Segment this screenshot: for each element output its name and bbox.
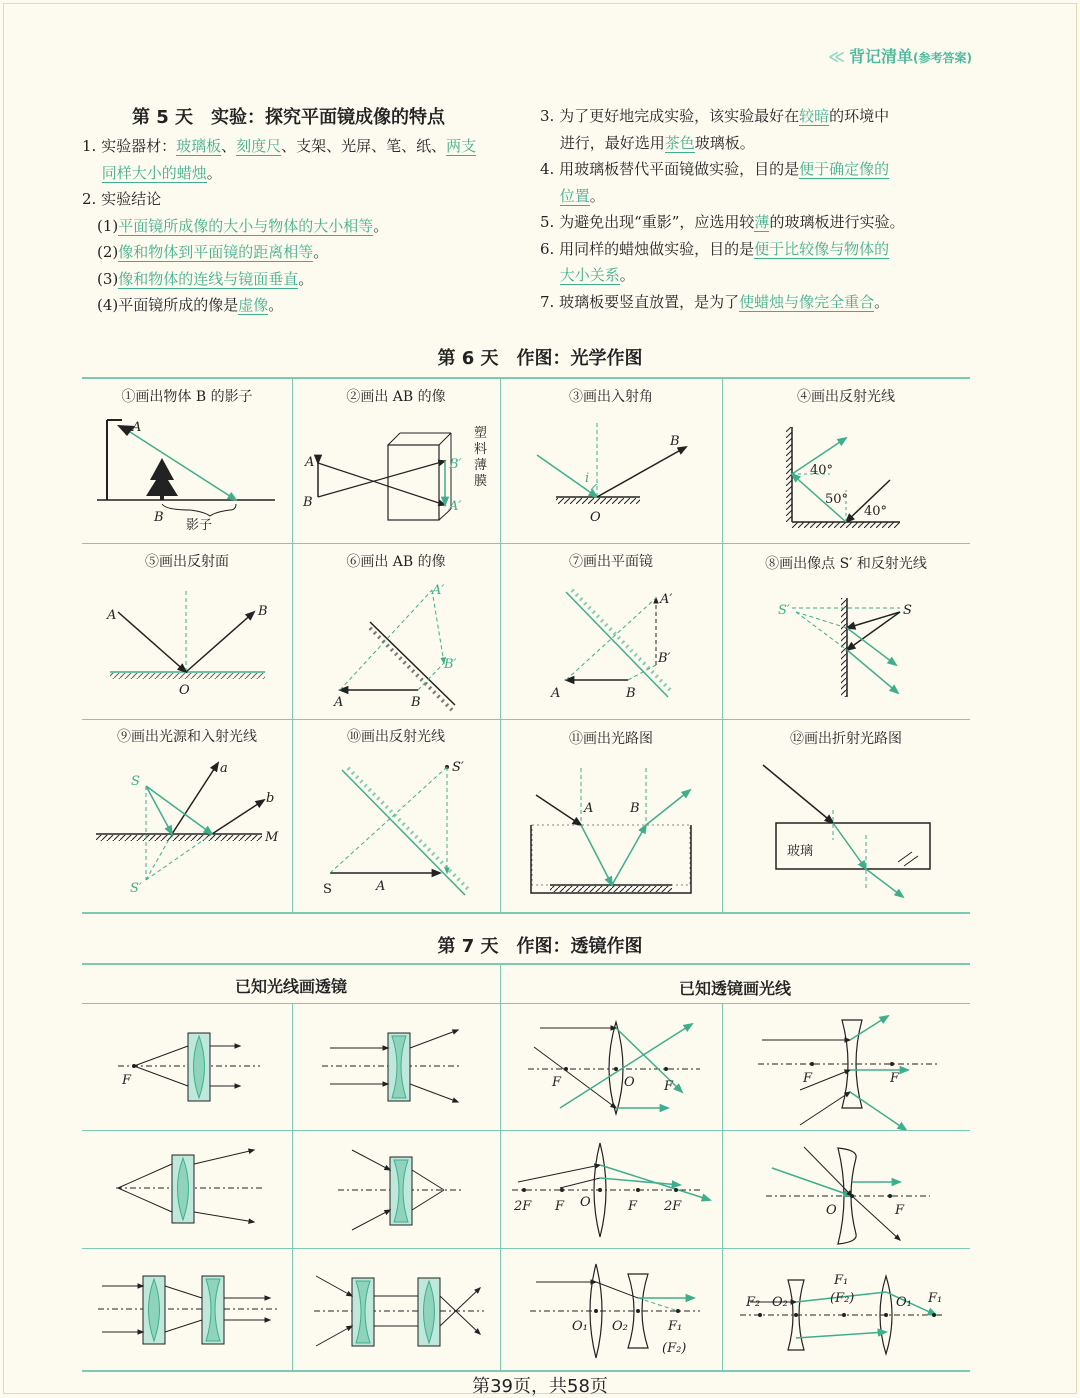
rule [82,1248,970,1249]
glass-label: 玻璃 [787,844,814,859]
svg-text:A′: A′ [660,592,673,607]
diagram-corner-mirror [786,427,900,528]
answer-text: 便于比较像与物体的 [754,239,890,258]
label-2f-left: 2F [514,1199,532,1214]
svg-text:A: A [584,801,594,816]
day6-title: 第 6 天 作图：光学作图 [437,348,643,369]
svg-text:B: B [154,510,164,525]
diagram-refraction [763,765,930,897]
cell-label-7: ⑦画出平面镜 [569,554,653,570]
svg-text:A′: A′ [432,583,445,598]
lens-head-right: 已知透镜画光线 [678,979,791,998]
svg-text:A: A [107,608,117,623]
answer-text: 玻璃板 [176,137,222,155]
svg-text:F: F [555,1199,565,1214]
statement-text: 5. 为避免出现“重影”，应选用较 [540,213,755,231]
answer-text: 虚像 [238,296,269,314]
diagram-reflected-ray [323,760,469,897]
svg-text:S′: S′ [452,760,464,775]
rule [722,1004,723,1370]
diagram-reflection-surface [106,590,268,698]
statement-text: 2. 实验结论 [82,190,162,208]
statement-text: 4. 用玻璃板替代平面镜做实验，目的是 [540,160,800,178]
svg-text:A: A [132,420,142,435]
svg-text:A: A [551,686,561,701]
statement-text: 3. 为了更好地完成实验，该实验最好在 [540,107,800,125]
label-o1-b: O₁ [896,1295,912,1310]
page-footer: 第39页，共58页 [472,1376,608,1397]
svg-text:B: B [411,695,421,710]
svg-text:A: A [376,879,386,894]
statement-text: 、 [221,137,237,155]
cell-label-6: ⑥画出 AB 的像 [346,554,446,570]
svg-text:F: F [122,1073,132,1088]
svg-text:B: B [626,686,636,701]
svg-text:F: F [895,1203,905,1218]
diagram-film [302,426,487,520]
statement-text: (2) [82,243,119,261]
answer-text: 平面镜所成像的大小与物体的大小相等 [118,216,374,235]
rule [500,965,501,1370]
svg-text:B′: B′ [449,457,462,472]
statement-text: (1) [82,216,119,235]
svg-text:O: O [179,683,190,698]
lens-head-left: 已知光线画透镜 [234,977,347,996]
answer-text: 便于确定像的 [799,160,890,178]
svg-text:F: F [628,1199,638,1214]
statement-text: 。 [313,243,329,261]
svg-text:S: S [323,882,332,897]
diagram-shadow [97,420,275,533]
statement-text: 。 [874,292,890,311]
rule [82,963,970,965]
svg-text:B: B [303,495,313,510]
film-char-2: 料 [474,442,488,457]
cell-label-3: ③画出入射角 [569,389,653,405]
cell-label-2: ②画出 AB 的像 [346,389,446,405]
header-paren: (参考答案) [913,51,972,65]
answer-text: 像和物体的连线与镜面垂直 [118,269,299,288]
svg-text:B: B [670,434,680,449]
svg-text:b: b [266,791,275,806]
answer-text: 茶色 [664,133,695,152]
answer-text: 使蜡烛与像完全重合 [739,292,875,311]
svg-text:O: O [580,1195,591,1210]
rule [292,1004,293,1370]
statement-text: 的玻璃板进行实验。 [769,213,905,231]
film-char-3: 薄 [474,458,488,473]
svg-text:B: B [630,801,640,816]
svg-text:B′: B′ [444,657,457,672]
shadow-label: 影子 [186,518,213,533]
statement-text: 的环境中 [829,107,890,125]
rule [82,1130,970,1131]
statement-text: 6. 用同样的蜡烛做实验，目的是 [540,239,755,258]
label-f1-b: F₁ [834,1273,849,1288]
label-o2-a: O₂ [612,1319,628,1334]
statement-text: 7. 玻璃板要竖直放置，是为了 [540,292,740,311]
film-char-1: 塑 [474,426,488,441]
svg-text:A: A [334,695,344,710]
svg-text:F: F [552,1075,562,1090]
cell-label-10: ⑩画出反射光线 [347,729,445,745]
statement-text: 。 [206,163,222,182]
answer-text: 同样大小的蜡烛 [101,163,207,182]
statement-text: 玻璃板。 [694,133,755,152]
svg-text:a: a [220,761,228,776]
film-char-4: 膜 [474,474,488,489]
svg-text:2F: 2F [664,1199,682,1214]
header-title: 背记清单 [849,47,914,66]
svg-text:F: F [890,1071,900,1086]
rule [82,1003,970,1004]
svg-text:F: F [664,1079,674,1094]
label-f2-paren-b: (F₂) [830,1291,855,1306]
svg-text:O: O [590,510,601,525]
day7-title: 第 7 天 作图：透镜作图 [437,936,643,957]
angle-40-top: 40° [810,463,834,478]
cell-label-4: ④画出反射光线 [797,389,895,405]
answer-text: 大小关系 [559,266,620,284]
answer-text: 刻度尺 [236,137,282,155]
svg-text:A′: A′ [449,499,462,514]
svg-text:B′: B′ [658,651,671,666]
svg-text:S: S [903,603,912,618]
statement-text: 。 [268,296,284,314]
cell-label-8: ⑧画出像点 S′ 和反射光线 [765,556,927,572]
answer-text: 较暗 [799,107,830,125]
cell-label-12: ⑫画出折射光路图 [790,731,902,747]
cell-label-5: ⑤画出反射面 [145,554,229,570]
statement-text: 。 [589,186,605,205]
statement-text: 。 [619,266,635,284]
statement-text: (4)平面镜所成的像是 [82,296,239,314]
answer-text: 像和物体到平面镜的距离相等 [118,243,314,261]
diagram-water-container [531,768,691,893]
statement-text: (3) [82,269,119,288]
svg-text:M: M [265,830,279,845]
angle-50: 50° [825,492,849,507]
diagram-light-source [96,761,279,896]
svg-text:S′: S′ [778,603,790,618]
chevron-icon: ≪ [828,47,845,66]
day5-title: 第 5 天 实验：探究平面镜成像的特点 [132,107,446,128]
svg-text:B: B [258,604,268,619]
svg-text:S: S [131,774,140,789]
label-o2-b: O₂ [772,1295,788,1310]
svg-text:O: O [826,1203,837,1218]
answer-text: 位置 [559,186,590,205]
label-o1-a: O₁ [572,1319,588,1334]
diagram-find-mirror [550,590,672,701]
statement-text: 1. 实验器材： [82,137,177,155]
angle-40-bottom: 40° [864,504,888,519]
svg-text:O: O [624,1075,635,1090]
svg-text:A: A [305,455,315,470]
svg-text:S′: S′ [130,881,142,896]
day7-lens-diagrams [98,1016,944,1358]
statement-text: 。 [373,216,389,235]
cell-label-9: ⑨画出光源和入射光线 [117,729,257,745]
cell-label-11: ⑪画出光路图 [569,731,653,747]
diagram-inclined-mirror [333,583,457,710]
label-f2-paren-a: (F₂) [662,1341,687,1356]
statement-text: 、支架、光屏、笔、纸、 [281,137,447,155]
label-f2-b: F₂ [746,1295,761,1310]
diagram-image-point [778,598,912,697]
svg-text:F: F [803,1071,813,1086]
label-f1-c: F₁ [928,1291,943,1306]
answer-text: 薄 [754,213,770,231]
diagram-incidence [537,422,686,525]
answer-text: 两支 [446,137,477,155]
svg-text:i: i [585,471,590,486]
cell-label-1: ①画出物体 B 的影子 [121,389,253,405]
statement-text: 。 [298,269,314,288]
label-f1-a: F₁ [668,1319,683,1334]
statement-text: 进行，最好选用 [540,133,665,152]
